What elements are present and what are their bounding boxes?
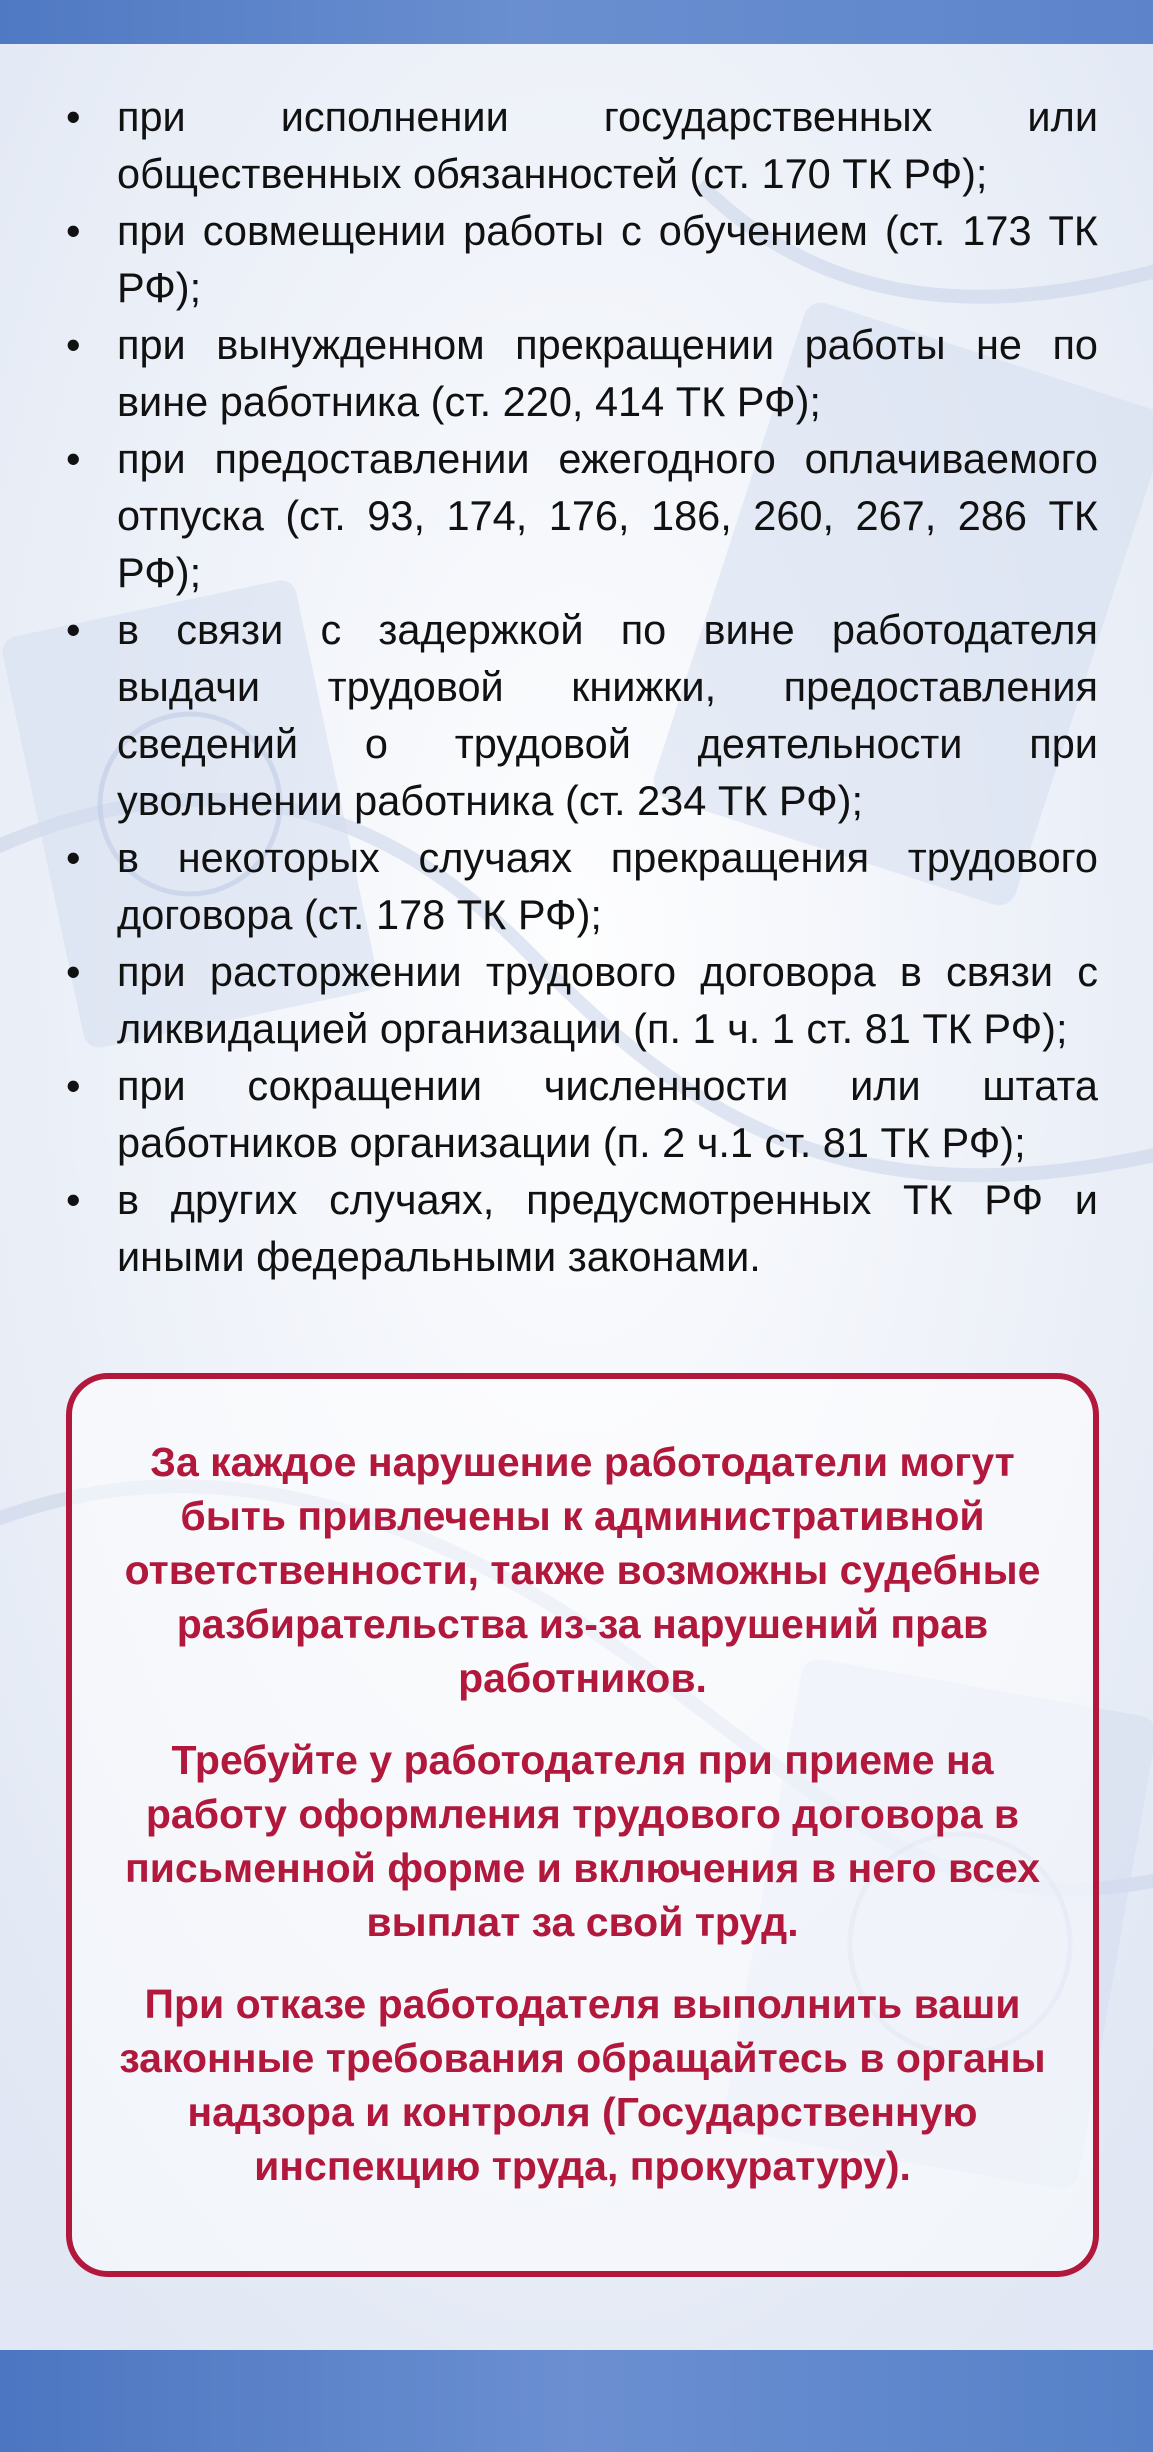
list-item [62, 430, 1098, 601]
bottom-color-band [0, 2350, 1153, 2452]
list-item-text: при вынужденном прекращении работы не по вине работника (ст. 220, 414 ТК РФ); [117, 321, 1098, 425]
list-item [62, 1171, 1098, 1285]
top-color-band [0, 0, 1153, 44]
list-item [62, 601, 1098, 829]
list-item-text: при расторжении трудового договора в связи с ликвидацией организации (п. 1 ч. 1 ст. 81 ТК РФ); [117, 948, 1098, 1052]
bullet-icon: • [66, 948, 81, 995]
list-item [62, 316, 1098, 430]
list-item-text: в некоторых случаях прекращения трудового договора (ст. 178 ТК РФ); [117, 834, 1098, 938]
warning-paragraph-contract: Требуйте у работодателя при приеме на работу оформления трудового договора в письменной форме и включения в него всех выплат за свой труд. [124, 1737, 1041, 1945]
bullet-icon: • [66, 1062, 81, 1109]
list-item-text: при исполнении государственных или общественных обязанностей (ст. 170 ТК РФ); [117, 93, 1098, 197]
list-item [62, 202, 1098, 316]
bullet-icon: • [66, 1176, 81, 1223]
list-item [62, 88, 1098, 202]
bullet-icon: • [66, 207, 81, 254]
list-item-text: в других случаях, предусмотренных ТК РФ и иными федеральными законами. [117, 1176, 1098, 1280]
warning-box [66, 1373, 1099, 2277]
bullet-icon: • [66, 321, 81, 368]
bullet-icon: • [66, 93, 81, 140]
list-item [62, 829, 1098, 943]
bullet-icon: • [66, 606, 81, 653]
list-item [62, 1057, 1098, 1171]
list-item-text: в связи с задержкой по вине работодателя выдачи трудовой книжки, предоставления сведений о трудовой деятельности при увольнении работника (ст. 234 ТК РФ); [117, 606, 1098, 824]
list-item-text: при сокращении численности или штата работников организации (п. 2 ч.1 ст. 81 ТК РФ); [117, 1062, 1098, 1166]
bullet-icon: • [66, 834, 81, 881]
list-item-text: при предоставлении ежегодного оплачиваемого отпуска (ст. 93, 174, 176, 186, 260, 267, 286 ТК РФ); [117, 435, 1098, 596]
list-item-text: при совмещении работы с обучением (ст. 173 ТК РФ); [117, 207, 1098, 311]
list-item [62, 943, 1098, 1057]
warning-paragraph-liability: За каждое нарушение работодатели могут быть привлечены к административной ответственности, также возможны судебные разбирательства из-за нарушений прав работников. [124, 1439, 1041, 1701]
paid-leave-cases-list [62, 88, 1098, 1285]
bullet-icon: • [66, 435, 81, 482]
warning-paragraph-authorities: При отказе работодателя выполнить ваши законные требования обращайтесь в органы надзора и контроля (Государственную инспекцию труда, прокуратуру). [119, 1981, 1046, 2189]
